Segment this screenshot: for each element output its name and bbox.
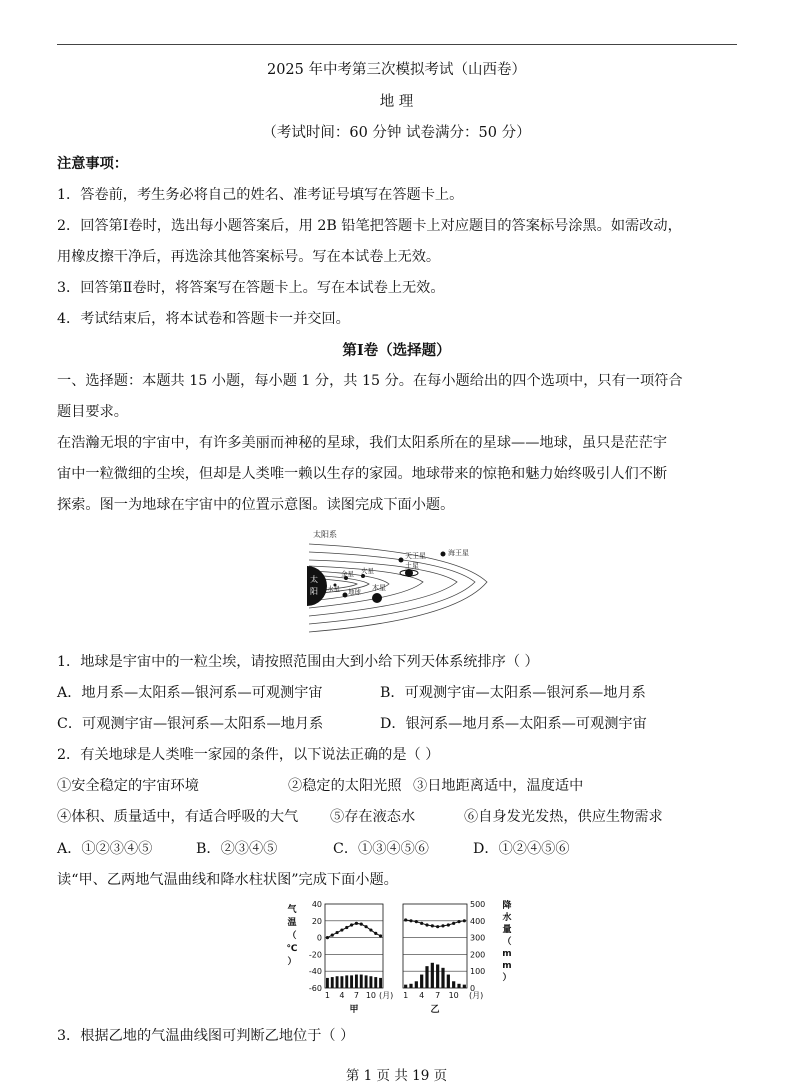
y-tick-left: -60: [308, 984, 322, 993]
notes-heading: 注意事项：: [57, 156, 128, 172]
y-label-char: ）: [287, 957, 297, 967]
temp-point: [452, 922, 455, 925]
q1-option-b: B．可观测宇宙—太阳系—银河系—地月系: [380, 685, 646, 701]
temp-point: [335, 931, 338, 934]
planet-label: 木星: [372, 584, 386, 592]
precip-bar: [415, 981, 418, 988]
q1-stem: 1．地球是宇宙中的一粒尘埃，请按照范围由大到小给下列天体系统排序（ ）: [57, 654, 539, 670]
precip-bar: [457, 984, 460, 988]
precip-bar: [369, 976, 372, 988]
precip-bar: [452, 981, 455, 988]
precip-bar: [331, 977, 334, 988]
y-tick-right: 300: [470, 933, 486, 943]
x-tick: 1: [403, 991, 409, 1000]
x-tick: 7: [353, 991, 359, 1000]
page-footer: 第 1 页 共 19 页: [345, 1068, 448, 1084]
chart-frame: [325, 904, 383, 988]
temp-point: [340, 928, 343, 931]
temp-point: [409, 919, 412, 922]
precip-bar: [326, 978, 329, 988]
temp-point: [369, 928, 372, 931]
precip-bar: [340, 976, 343, 988]
q2-stem: 2．有关地球是人类唯一家园的条件，以下说法正确的是（ ）: [57, 747, 440, 763]
note-item: 1．答卷前，考生务必将自己的姓名、准考证号填写在答题卡上。: [57, 187, 464, 203]
y-tick-right: 200: [470, 950, 486, 960]
y-tick-right: 500: [470, 900, 486, 909]
temp-line: [327, 923, 380, 937]
planet-label: 金星: [341, 570, 354, 578]
precip-bar: [409, 984, 412, 988]
chart-frame: [403, 904, 467, 988]
precip-bar: [374, 977, 377, 988]
x-unit: (月): [379, 991, 394, 1000]
temp-point: [326, 936, 329, 939]
planet-label: 天王星: [405, 552, 426, 560]
q1-option-a: A．地月系—太阳系—银河系—可观测宇宙: [57, 685, 323, 701]
planet-neptune: [441, 552, 446, 557]
precip-bar: [365, 975, 368, 988]
precip-bar: [350, 975, 353, 988]
y-label-char: ）: [502, 973, 512, 983]
y-tick-left: 20: [311, 916, 322, 926]
q1-option-d: D．银河系—地月系—太阳系—可观测宇宙: [380, 716, 647, 732]
planet-label: 火星: [361, 567, 374, 575]
y-tick-right: 0: [470, 984, 476, 993]
passage-line: 在浩瀚无垠的宇宙中，有许多美丽而神秘的星球，我们太阳系所在的星球——地球，虽只是茫茫宇: [57, 435, 668, 451]
chart-name: 甲: [349, 1005, 359, 1015]
temp-point: [457, 920, 460, 923]
note-item: 3．回答第Ⅱ卷时，将答案写在答题卡上。写在本试卷上无效。: [57, 280, 445, 296]
precip-bar: [360, 975, 363, 988]
section-intro: 一、选择题：本题共 15 小题，每小题 1 分，共 15 分。在每小题给出的四个选项中，只有一项符合: [57, 373, 683, 389]
x-tick: 4: [339, 991, 345, 1000]
q2-option-d: D．①②④⑤⑥: [473, 841, 570, 857]
temp-point: [441, 924, 444, 927]
y-tick-left: -20: [308, 950, 322, 960]
y-tick-right: 400: [470, 916, 486, 926]
section-intro: 题目要求。: [57, 404, 128, 420]
x-tick: 7: [435, 991, 441, 1000]
x-unit: (月): [469, 991, 484, 1000]
temp-point: [415, 920, 418, 923]
precip-bar: [355, 975, 358, 988]
y-label-char: （: [287, 931, 297, 941]
y-label-char: 量: [502, 925, 512, 935]
passage-line: 宙中一粒微细的尘埃，但却是人类唯一赖以生存的家园。地球带来的惊艳和魅力始终吸引人们不断: [57, 466, 668, 482]
passage-line: 探索。图一为地球在宇宙中的位置示意图。读图完成下面小题。: [57, 497, 455, 513]
climate-charts: [285, 898, 515, 1016]
q2-statement: ①安全稳定的宇宙环境: [57, 778, 199, 794]
q2-option-b: B．②③④⑤: [196, 841, 278, 857]
q2-statement: ③日地距离适中，温度适中: [413, 778, 584, 794]
temp-point: [345, 926, 348, 929]
planet-label: 地球: [348, 588, 361, 596]
passage2: 读“甲、乙两地气温曲线和降水柱状图”完成下面小题。: [57, 872, 398, 888]
note-item: 用橡皮擦干净后，再选涂其他答案标号。写在本试卷上无效。: [57, 249, 441, 265]
chart-layer: [309, 900, 485, 1015]
y-axis-right-label: [502, 899, 511, 983]
chart-name: 乙: [430, 1005, 440, 1015]
y-tick-right: 100: [470, 967, 486, 977]
top-rule: [57, 44, 737, 45]
temp-point: [425, 923, 428, 926]
temp-point: [364, 925, 367, 928]
temp-point: [374, 932, 377, 935]
y-label-char: 温: [287, 918, 297, 928]
note-item: 2．回答第Ⅰ卷时，选出每小题答案后，用 2B 铅笔把答题卡上对应题目的答案标号涂黑。如需改动，: [57, 218, 682, 234]
q1-option-c: C．可观测宇宙—银河系—太阳系—地月系: [57, 716, 324, 732]
y-label-char: 降: [502, 901, 512, 911]
exam-title: 2025 年中考第三次模拟考试（山西卷）: [266, 62, 526, 78]
precip-bar: [463, 985, 466, 988]
exam-info: （考试时间：60 分钟 试卷满分：50 分）: [262, 125, 531, 141]
precip-bar: [436, 964, 439, 988]
temp-point: [447, 923, 450, 926]
precip-bar: [345, 975, 348, 988]
precip-bar: [431, 963, 434, 988]
sun-label: 阳: [310, 587, 318, 596]
temp-point: [379, 934, 382, 937]
x-tick: 10: [365, 991, 377, 1000]
temp-point: [436, 925, 439, 928]
precip-bar: [379, 978, 382, 988]
x-tick: 4: [419, 991, 425, 1000]
y-label-char: 水: [502, 913, 512, 923]
y-label-char: m: [502, 961, 512, 971]
temp-point: [350, 923, 353, 926]
planet-label: 土星: [405, 562, 419, 570]
subject-title: 地 理: [379, 94, 414, 110]
planet-uranus: [399, 558, 404, 563]
q2-option-c: C．①③④⑤⑥: [333, 841, 429, 857]
q2-statement: ④体积、质量适中，有适合呼吸的大气: [57, 809, 299, 825]
q2-statement: ⑥自身发光发热，供应生物需求: [464, 809, 663, 825]
temp-point: [420, 922, 423, 925]
figure-label: 太阳系: [313, 530, 337, 539]
temp-point: [431, 924, 434, 927]
planet-saturn: [405, 569, 413, 577]
planet-earth: [343, 593, 348, 598]
precip-bar: [420, 975, 423, 988]
y-label-char: 气: [287, 905, 297, 915]
planet-jupiter: [372, 593, 382, 603]
sun-label: 太: [310, 575, 318, 584]
temp-point: [360, 923, 363, 926]
planet-label: 水星: [327, 585, 340, 593]
x-tick: 10: [448, 991, 459, 1000]
y-label-char: ℃: [286, 944, 298, 954]
temp-point: [404, 918, 407, 921]
temp-point: [331, 933, 334, 936]
section-title: 第Ⅰ卷（选择题）: [342, 342, 451, 359]
precip-bar: [441, 968, 444, 988]
precip-bar: [425, 966, 428, 988]
q2-statement: ②稳定的太阳光照: [288, 778, 402, 794]
precip-bar: [404, 985, 407, 988]
y-label-char: m: [502, 949, 512, 959]
y-tick-left: -40: [308, 967, 322, 977]
q3-stem: 3．根据乙地的气温曲线图可判断乙地位于（ ）: [57, 1028, 355, 1044]
y-tick-left: 0: [316, 933, 322, 943]
q2-statement: ⑤存在液态水: [330, 809, 416, 825]
q2-option-a: A．①②③④⑤: [57, 841, 153, 857]
planet-label: 海王星: [448, 549, 469, 557]
y-axis-left-label: [287, 903, 298, 967]
y-label-char: （: [502, 937, 512, 947]
precip-bar: [447, 975, 450, 988]
precip-bar: [336, 976, 339, 988]
temp-point: [463, 919, 466, 922]
solar-system-figure: [305, 524, 491, 636]
note-item: 4．考试结束后，将本试卷和答题卡一并交回。: [57, 311, 350, 327]
temp-point: [355, 922, 358, 925]
y-tick-left: 40: [311, 900, 322, 909]
x-tick: 1: [324, 991, 330, 1000]
